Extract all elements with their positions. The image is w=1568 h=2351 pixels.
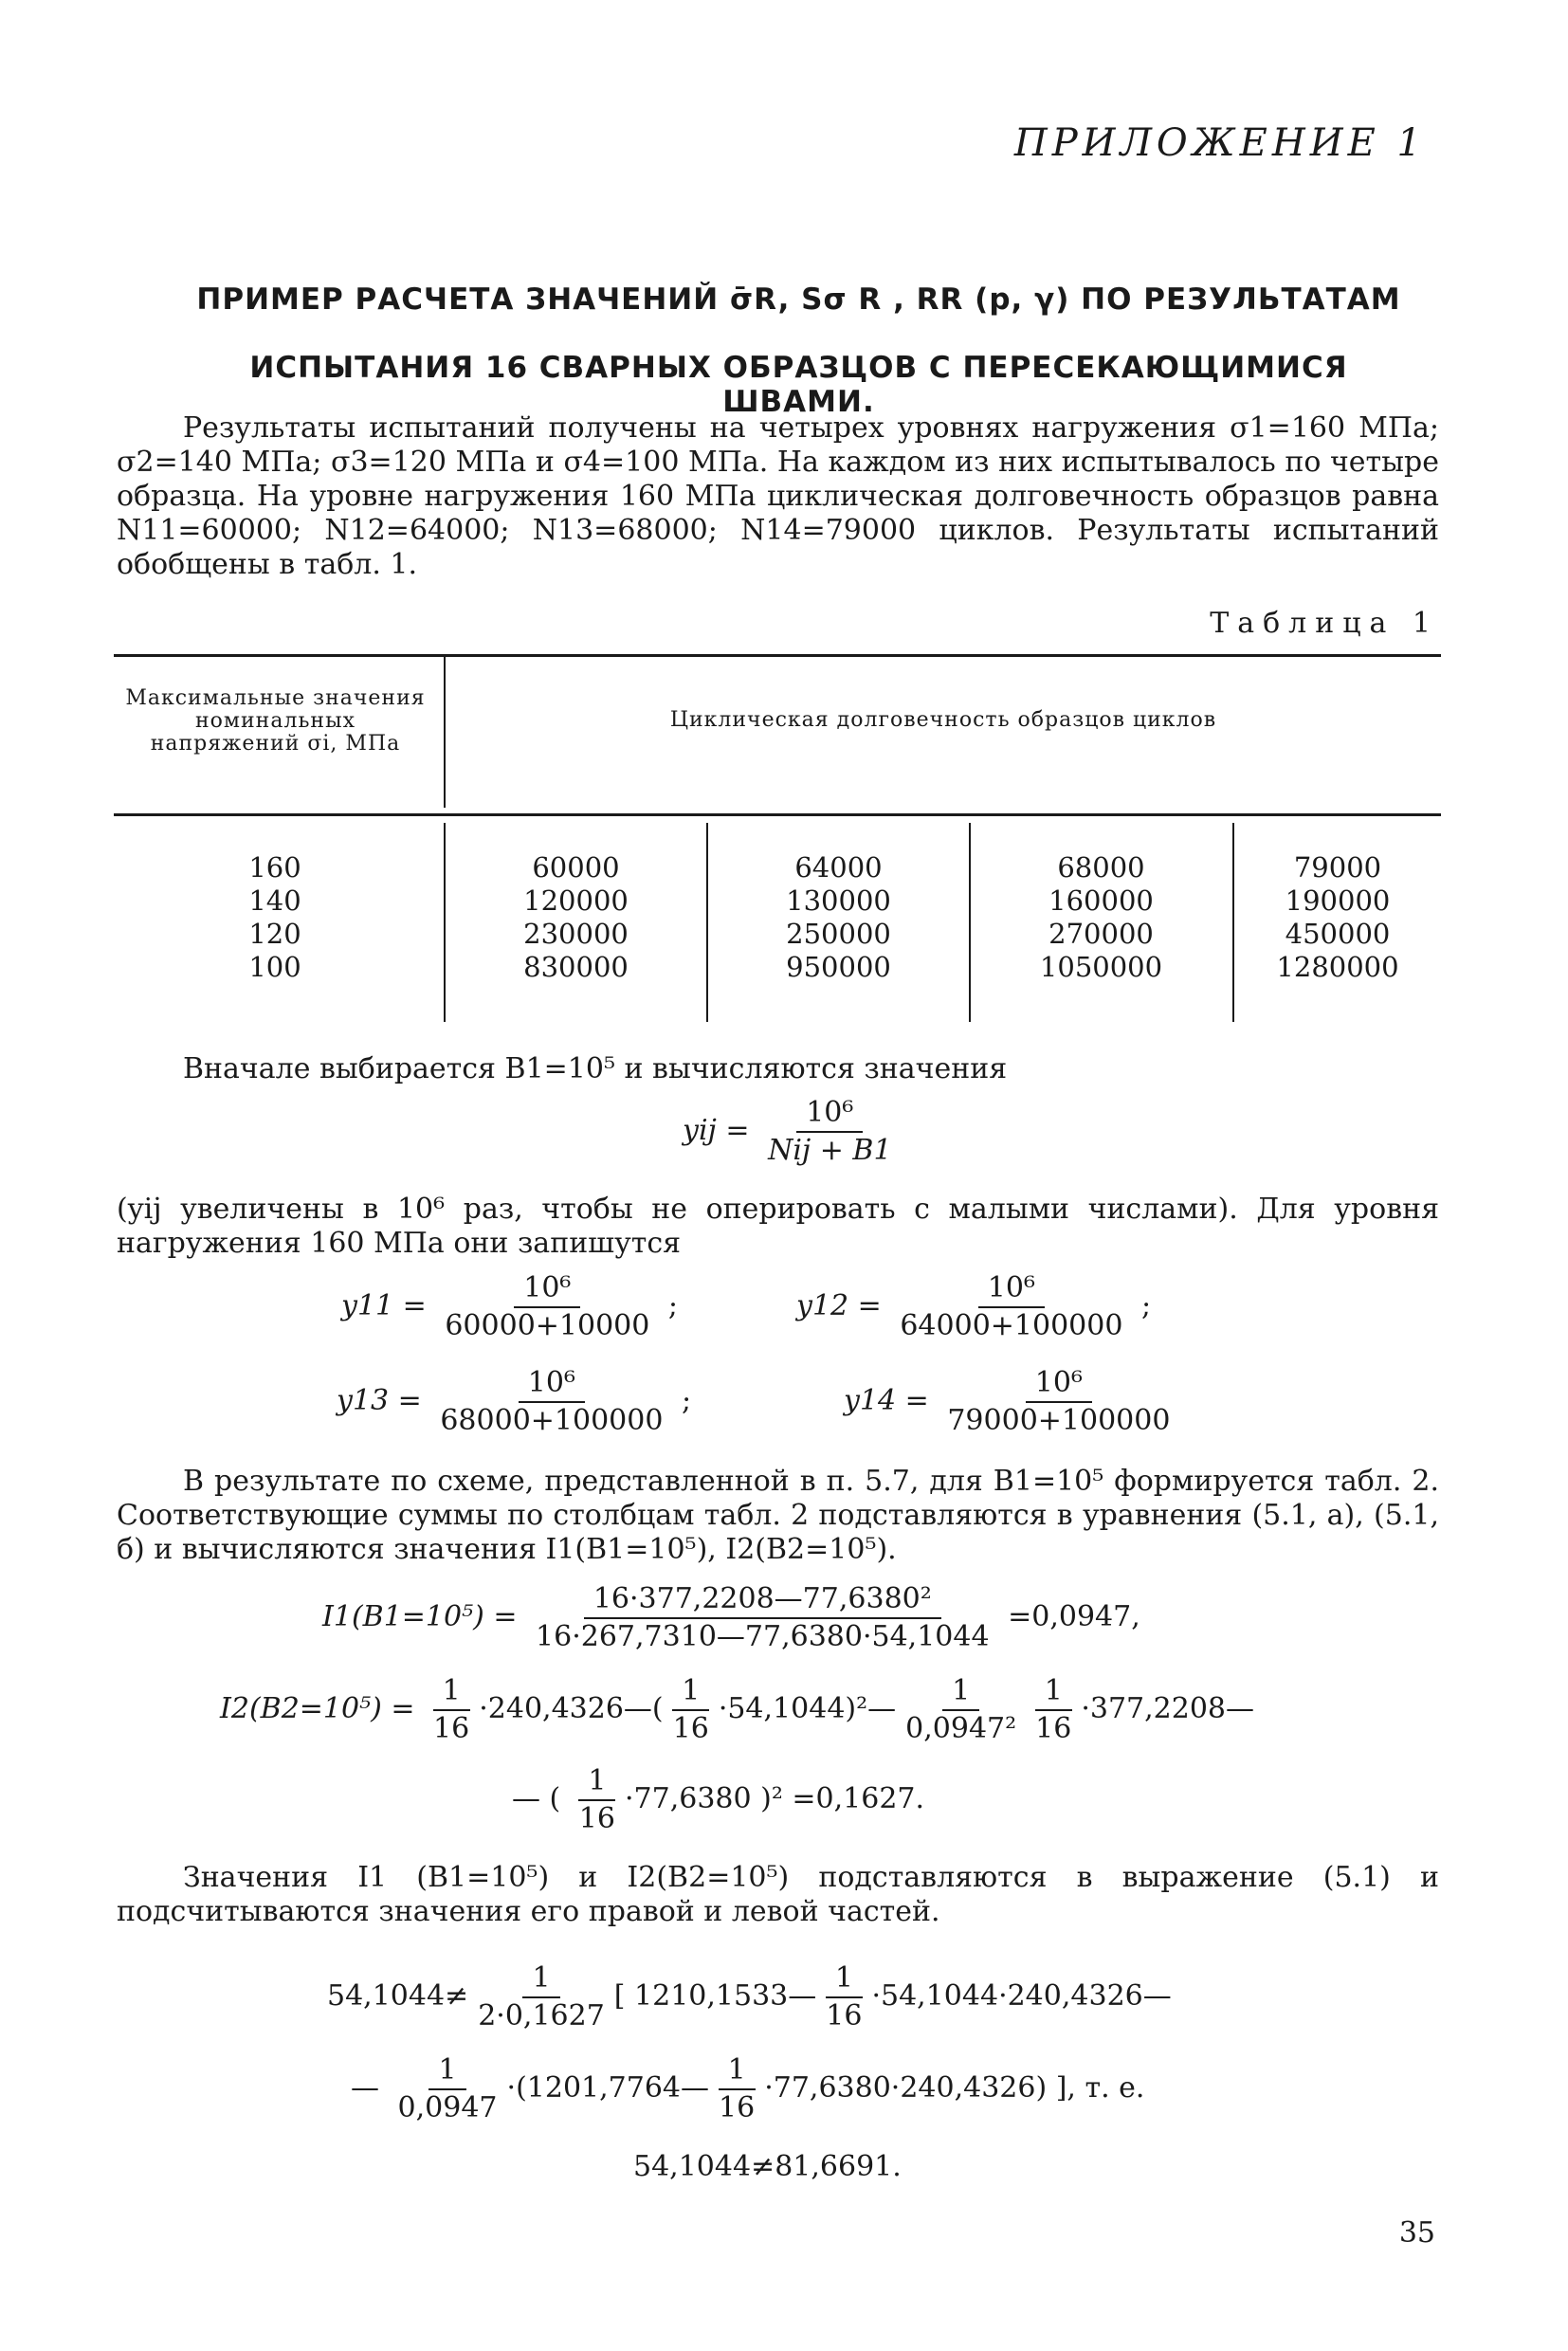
check-equation-line-2 bbox=[351, 2052, 1144, 2126]
step1-text: Вначале выбирается B1=10⁵ и вычисляются значения bbox=[183, 1052, 1008, 1085]
eq-lhs: y11 = bbox=[341, 1289, 427, 1322]
intro-paragraph bbox=[117, 411, 1439, 582]
intro-text: Результаты испытаний получены на четырех уровнях нагружения σ1=160 МПа; σ2=140 МПа; σ3=120 МПа и σ4=100 МПа. На каждом из них испытывалось по четыре образца. На уровне нагружения 160 МПа циклическая долговечность образцов равна N11=60000; N12=64000; N13=68000; N14=79000 циклов. Результаты испытаний обобщены в табл. 1. bbox=[117, 411, 1439, 581]
step2-text: (yij увеличены в 10⁶ раз, чтобы не оперировать с малыми числами). Для уровня нагружения 160 МПа они запишутся bbox=[117, 1193, 1439, 1260]
denominator: 16 bbox=[672, 1712, 709, 1745]
table-header-stress: Максимальные значения номинальных напряжений σi, МПа bbox=[125, 686, 426, 756]
i2-equation-line-1 bbox=[220, 1673, 1254, 1747]
table-cell: 950000 bbox=[786, 951, 891, 983]
eq-lhs: y13 = bbox=[337, 1384, 422, 1417]
i2-result: ·77,6380 )² =0,1627. bbox=[624, 1782, 925, 1815]
step4-paragraph bbox=[117, 1861, 1439, 1929]
eq-denominator: 68000+100000 bbox=[440, 1404, 664, 1437]
table-cell: 450000 bbox=[1285, 918, 1391, 950]
formula-lhs: yij = bbox=[683, 1114, 750, 1147]
y13-equation bbox=[337, 1365, 691, 1439]
table-cell: 64000 bbox=[794, 851, 883, 884]
step3-paragraph bbox=[117, 1465, 1439, 1567]
eq-fraction bbox=[435, 1270, 659, 1344]
denominator: 16 bbox=[826, 1999, 863, 2032]
fraction-one-sixteenth bbox=[424, 1673, 479, 1747]
fraction-one-over-square bbox=[896, 1673, 1026, 1747]
fraction-one-sixteenth bbox=[816, 1960, 871, 2034]
y14-equation bbox=[844, 1365, 1179, 1439]
table-cell: 160000 bbox=[1048, 884, 1154, 917]
eq-fraction bbox=[890, 1270, 1132, 1344]
check-term: ·77,6380·240,4326) ], т. е. bbox=[764, 2071, 1145, 2105]
table-cell: 1050000 bbox=[1039, 951, 1163, 983]
check-lhs: 54,1044≠ bbox=[327, 1979, 469, 2013]
table-cell: 190000 bbox=[1285, 884, 1391, 917]
title-line-1: ПРИМЕР РАСЧЕТА ЗНАЧЕНИЙ σ̄R, Sσ R , RR (p, γ) ПО РЕЗУЛЬТАТАМ bbox=[196, 282, 1401, 317]
formula-numerator: 10⁶ bbox=[796, 1095, 863, 1133]
table-cell: 68000 bbox=[1057, 851, 1145, 884]
step4-text: Значения I1 (B1=10⁵) и I2(B2=10⁵) подставляются в выражение (5.1) и подсчитываются значения его правой и левой частей. bbox=[117, 1861, 1439, 1928]
table-caption: Таблица 1 bbox=[1210, 607, 1439, 640]
i1-lhs: I1(B1=10⁵) = bbox=[322, 1600, 518, 1633]
fraction-one-sixteenth bbox=[570, 1763, 625, 1837]
eq-tail: ; bbox=[1140, 1289, 1152, 1322]
table-cell: 120000 bbox=[523, 884, 629, 917]
step3-text: В результате по схеме, представленной в п. 5.7, для B1=10⁵ формируется табл. 2. Соответствующие суммы по столбцам табл. 2 подставляются в уравнения (5.1, а), (5.1, б) и вычисляются значения I1(B1=10⁵), I2(B2=10⁵). bbox=[117, 1465, 1439, 1566]
table-cell: 60000 bbox=[532, 851, 620, 884]
step2-paragraph bbox=[117, 1193, 1439, 1261]
table-top-rule bbox=[114, 654, 1441, 657]
durability-column-3 bbox=[971, 851, 1231, 984]
table-cell: 1280000 bbox=[1276, 951, 1399, 983]
eq-denominator: 60000+10000 bbox=[445, 1309, 650, 1342]
table-cell: 230000 bbox=[523, 918, 629, 950]
table-cell: 100 bbox=[248, 951, 301, 983]
check-term: [ 1210,1533— bbox=[613, 1979, 817, 2013]
check-equation-line-1 bbox=[327, 1960, 1172, 2034]
numerator: 1 bbox=[672, 1673, 709, 1711]
table-header-divider bbox=[444, 656, 446, 808]
durability-column-1 bbox=[446, 851, 706, 984]
check-result: 54,1044≠81,6691. bbox=[633, 2150, 902, 2183]
step1-paragraph bbox=[117, 1052, 1439, 1086]
table-cell: 120 bbox=[248, 918, 301, 950]
i1-equation bbox=[322, 1581, 1140, 1655]
denominator: 0,0947² bbox=[905, 1712, 1017, 1745]
denominator: 16 bbox=[719, 2091, 756, 2124]
i2-lhs: I2(B2=10⁵) = bbox=[220, 1692, 415, 1725]
yij-formula bbox=[683, 1095, 902, 1169]
numerator: 1 bbox=[433, 1673, 470, 1711]
check-term: ·(1201,7764— bbox=[506, 2071, 710, 2105]
i2-term: ·377,2208— bbox=[1081, 1692, 1255, 1725]
eq-numerator: 10⁶ bbox=[1026, 1365, 1092, 1403]
denominator: 16 bbox=[433, 1712, 470, 1745]
table-cell: 250000 bbox=[786, 918, 891, 950]
i1-fraction bbox=[526, 1581, 999, 1655]
fraction-one-over-2i2 bbox=[468, 1960, 614, 2034]
denominator: 16 bbox=[578, 1802, 615, 1835]
eq-numerator: 10⁶ bbox=[514, 1270, 580, 1308]
i1-result: =0,0947, bbox=[1008, 1600, 1140, 1633]
eq-denominator: 79000+100000 bbox=[947, 1404, 1171, 1437]
eq-fraction bbox=[938, 1365, 1179, 1439]
fraction-one-sixteenth bbox=[1026, 1673, 1081, 1747]
eq-lhs: y12 = bbox=[796, 1289, 882, 1322]
y12-equation bbox=[796, 1270, 1151, 1344]
check-term: ·54,1044·240,4326— bbox=[871, 1979, 1172, 2013]
formula-fraction bbox=[758, 1095, 902, 1169]
title-line-2: ИСПЫТАНИЯ 16 СВАРНЫХ ОБРАЗЦОВ С ПЕРЕСЕКАЮЩИМИСЯ ШВАМИ. bbox=[249, 351, 1348, 419]
table-cell: 140 bbox=[248, 884, 301, 917]
appendix-heading: ПРИЛОЖЕНИЕ 1 bbox=[1013, 121, 1426, 165]
durability-column-2 bbox=[708, 851, 969, 984]
denominator: 0,0947 bbox=[397, 2091, 498, 2124]
y11-equation bbox=[341, 1270, 678, 1344]
denominator: 2·0,1627 bbox=[478, 1999, 605, 2032]
i2-term: ·54,1044)²— bbox=[718, 1692, 897, 1725]
numerator: 1 bbox=[719, 2052, 756, 2090]
table-header-rule bbox=[114, 813, 1441, 816]
formula-denominator: Nij + B1 bbox=[768, 1134, 892, 1167]
numerator: 1 bbox=[942, 1673, 979, 1711]
table-cell: 79000 bbox=[1293, 851, 1382, 884]
fraction-one-sixteenth bbox=[709, 2052, 764, 2126]
durability-column-4 bbox=[1234, 851, 1441, 984]
denominator: 16 bbox=[1035, 1712, 1072, 1745]
eq-fraction bbox=[430, 1365, 672, 1439]
i2-term: — ( bbox=[512, 1782, 561, 1815]
i1-denominator: 16·267,7310—77,6380·54,1044 bbox=[536, 1620, 990, 1653]
numerator: 1 bbox=[1035, 1673, 1072, 1711]
fraction-one-sixteenth bbox=[664, 1673, 719, 1747]
numerator: 1 bbox=[428, 2052, 465, 2090]
i1-numerator: 16·377,2208—77,6380² bbox=[584, 1581, 941, 1619]
i2-equation-line-2 bbox=[512, 1763, 924, 1837]
eq-numerator: 10⁶ bbox=[978, 1270, 1045, 1308]
check-term: — bbox=[351, 2071, 379, 2105]
fraction-one-over-i1 bbox=[389, 2052, 507, 2126]
stress-column bbox=[190, 851, 360, 984]
page-number: 35 bbox=[1398, 2216, 1435, 2250]
numerator: 1 bbox=[522, 1960, 559, 1998]
table-cell: 270000 bbox=[1048, 918, 1154, 950]
eq-numerator: 10⁶ bbox=[519, 1365, 585, 1403]
numerator: 1 bbox=[826, 1960, 863, 1998]
eq-tail: ; bbox=[667, 1289, 679, 1322]
eq-denominator: 64000+100000 bbox=[900, 1309, 1123, 1342]
i2-term: ·240,4326—( bbox=[479, 1692, 664, 1725]
table-header-durability: Циклическая долговечность образцов циклов bbox=[669, 708, 1217, 732]
eq-lhs: y14 = bbox=[844, 1384, 929, 1417]
table-cell: 830000 bbox=[523, 951, 629, 983]
eq-tail: ; bbox=[681, 1384, 692, 1417]
numerator: 1 bbox=[578, 1763, 615, 1801]
table-cell: 160 bbox=[248, 851, 301, 884]
table-cell: 130000 bbox=[786, 884, 891, 917]
